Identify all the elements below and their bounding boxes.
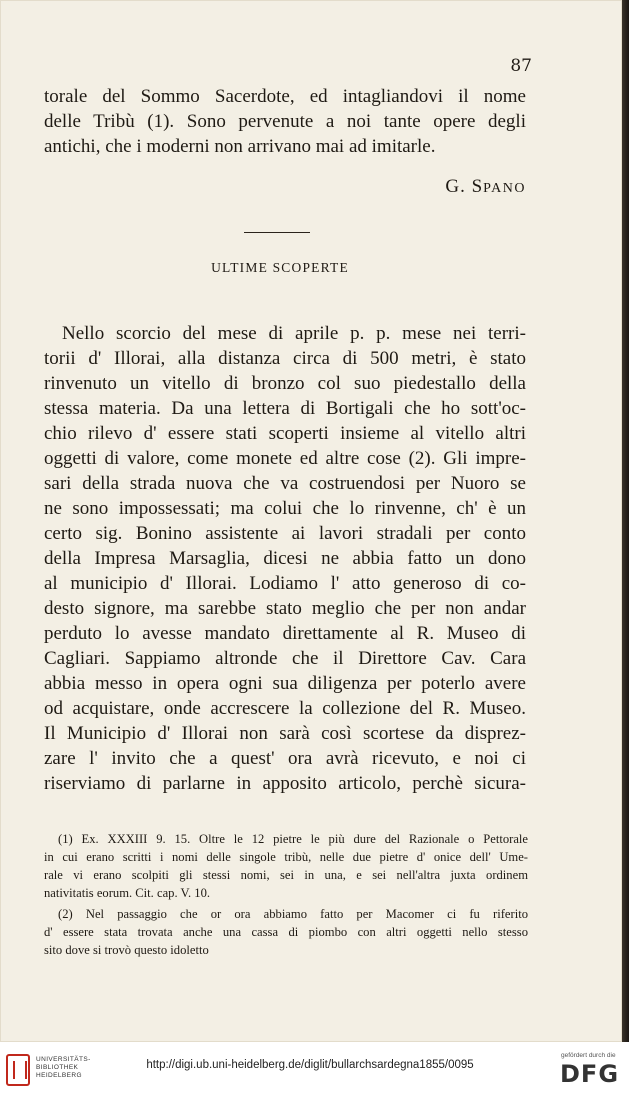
text-line: Nello scorcio del mese di aprile p. p. mese nei terri- [62,323,526,344]
text-line: sari della strada nuova che va costruendosi per Nuoro se [44,473,526,494]
text-line: certo sig. Bonino assistente ai lavori stradali per conto [44,523,526,544]
text-line: zare l' invito che a quest' ora avrà ricevuto, e noi ci [44,748,526,769]
permalink-url[interactable]: http://digi.ub.uni-heidelberg.de/diglit/bullarchsardegna1855/0095 [146,1059,474,1071]
text-line: perduto lo avesse mandato direttamente al R. Museo di [44,623,526,644]
text-line: oggetti di valore, come monete ed altre cose (2). Gli impre- [44,448,526,469]
funded-by-label: gefördert durch die [561,1052,616,1059]
text-line: ne sono impossessati; ma colui che lo rinvenne, ch' è un [44,498,526,519]
footnote-line: sito dove si trovò questo idoletto [44,943,209,957]
text-line: riserviamo di parlarne in apposito articolo, perchè sicura- [44,773,526,794]
footnote-line: rale vi erano scolpiti gli stessi nomi, sei in una, e sei nell'altra juxta ordinem [44,868,528,882]
text-line: Il Municipio d' Illorai non sarà così scortese da disprez- [44,723,526,744]
text-line: al municipio d' Illorai. Lodiamo l' atto generoso di co- [44,573,526,594]
text-line: torii d' Illorai, alla distanza circa di 500 metri, è stato [44,348,526,369]
text-line: Cagliari. Sappiamo altronde che il Direttore Cav. Cara [44,648,526,669]
text-line: chio rilevo d' essere stati scoperti insieme al vitello altri [44,423,526,444]
text-line: stessa materia. Da una lettera di Bortigali che ho sott'oc- [44,398,526,419]
text-line: della Impresa Marsaglia, dicesi ne abbia fatto un dono [44,548,526,569]
signature-rest: PANO [483,181,526,196]
university-library-logo-icon[interactable] [6,1054,30,1086]
section-title: ULTIME SCOPERTE [211,260,349,275]
text-line: antichi, che i moderni non arrivano mai ad imitarle. [44,136,436,157]
dfg-logo[interactable]: DFG [560,1060,620,1088]
signature-initial: G. S [445,176,484,197]
footnote-line: d' essere stata trovata anche una cassa di piombo con altri oggetti nello stesso [44,925,528,939]
footnote-line: in cui erano scritti i nomi delle singole tribù, nelle due pietre d' onice dell' Ume- [44,850,528,864]
text-line: abbia messo in opera ogni sua diligenza per poterlo avere [44,673,526,694]
section-divider [244,232,310,233]
text-line: rinvenuto un vitello di bronzo col suo piedestallo della [44,373,526,394]
text-line: desto signore, ma sarebbe stato meglio che per non andar [44,598,526,619]
footnote-line: nativitatis eorum. Cit. cap. V. 10. [44,886,211,900]
author-signature [300,176,526,198]
footnote-line: (2) Nel passaggio che or ora abbiamo fatto per Macomer ci fu riferito [58,907,528,921]
footnote-line: (1) Ex. XXXIII 9. 15. Oltre le 12 pietre le più dure del Razionale o Pettorale [58,832,528,846]
viewer-footer [0,1042,629,1094]
text-line: torale del Sommo Sacerdote, ed intagliandovi il nome [44,86,526,107]
book-spine-edge [622,0,629,1042]
page-number: 87 [510,56,532,76]
institution-name: UNIVERSITÄTS- BIBLIOTHEK HEIDELBERG [36,1056,91,1079]
text-line: od acquistare, onde accrescere la collezione del R. Museo. [44,698,526,719]
text-line: delle Tribù (1). Sono pervenute a noi tante opere degli [44,111,526,132]
